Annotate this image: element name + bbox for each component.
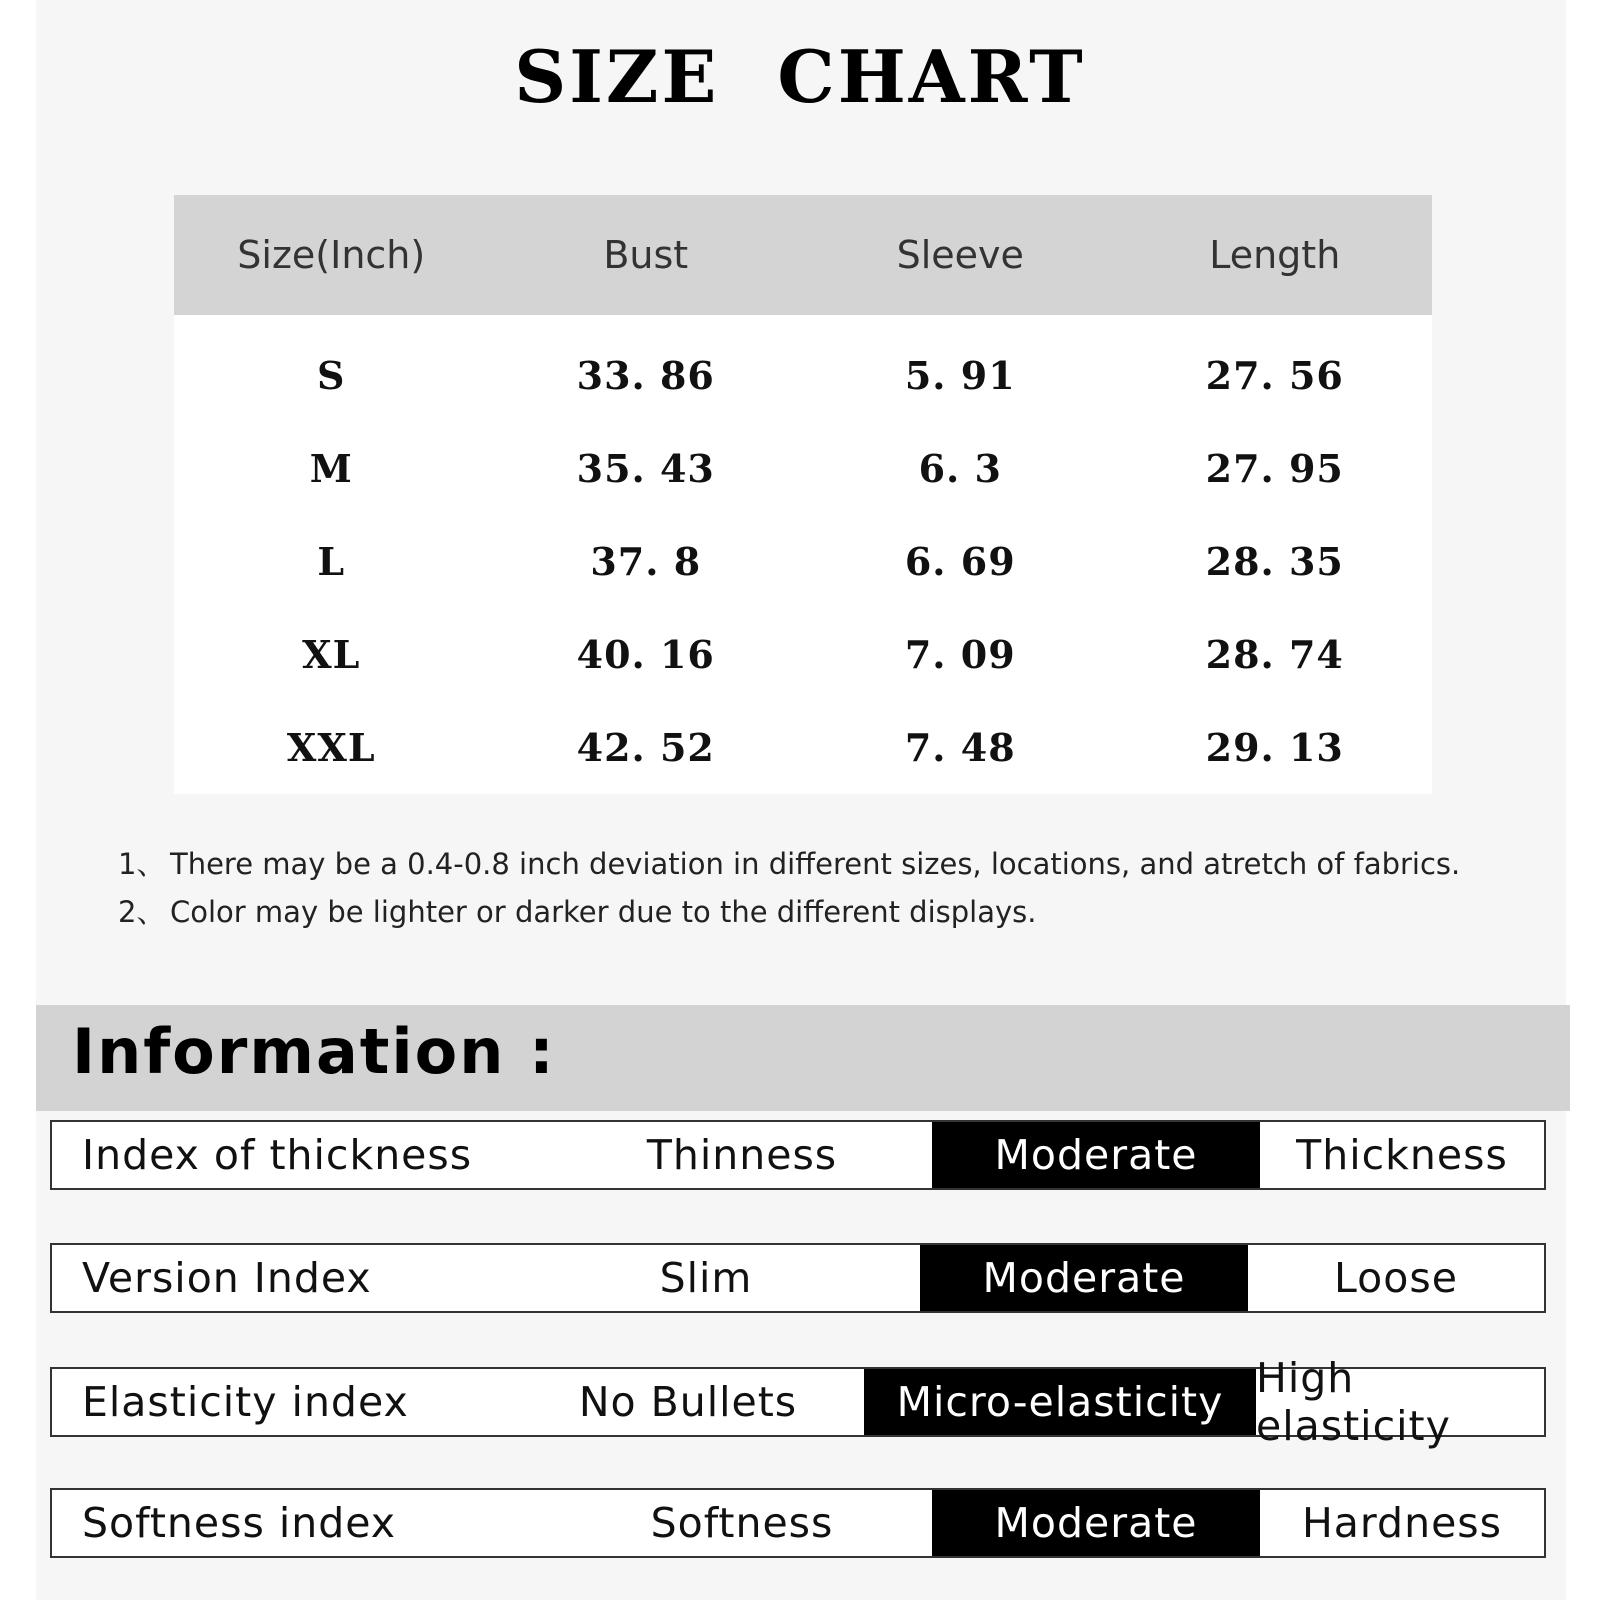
- info-row-thickness: [50, 1120, 1546, 1190]
- info-row-softness: [50, 1488, 1546, 1558]
- cell-bust: 33. 86: [576, 353, 715, 398]
- header-size: Size(Inch): [174, 195, 489, 315]
- info-option: Slim: [659, 1254, 753, 1302]
- cell-length: 27. 95: [1205, 446, 1344, 491]
- info-row-label: Version Index: [82, 1254, 372, 1302]
- info-option: Hardness: [1301, 1499, 1503, 1547]
- cell-bust: 37. 8: [590, 539, 702, 584]
- table-header-row: [174, 195, 1432, 315]
- note-item: [118, 840, 1460, 888]
- cell-size: S: [317, 353, 346, 398]
- info-option-selected: Micro-elasticity: [864, 1369, 1256, 1435]
- info-option: Softness: [650, 1499, 834, 1547]
- cell-size: M: [309, 446, 353, 491]
- note-number: 2、: [118, 895, 166, 929]
- table-row: [174, 701, 1432, 794]
- cell-size: XL: [302, 632, 361, 677]
- cell-length: 27. 56: [1205, 353, 1344, 398]
- size-table: [174, 195, 1432, 794]
- cell-bust: 40. 16: [576, 632, 715, 677]
- info-option: High elasticity: [1256, 1354, 1451, 1450]
- cell-sleeve: 7. 09: [904, 632, 1016, 677]
- cell-sleeve: 6. 3: [918, 446, 1002, 491]
- info-header-bar: [36, 1005, 1570, 1111]
- cell-length: 29. 13: [1205, 725, 1344, 770]
- note-text: Color may be lighter or darker due to the different displays.: [170, 895, 1037, 929]
- header-sleeve: Sleeve: [803, 195, 1118, 315]
- info-row-label: Softness index: [82, 1499, 397, 1547]
- info-row-label: Elasticity index: [82, 1378, 409, 1426]
- table-row: [174, 515, 1432, 608]
- cell-size: L: [317, 539, 346, 584]
- header-bust: Bust: [489, 195, 804, 315]
- note-text: There may be a 0.4-0.8 inch deviation in different sizes, locations, and atretch of fabrics.: [170, 847, 1461, 881]
- cell-sleeve: 5. 91: [904, 353, 1016, 398]
- cell-bust: 42. 52: [576, 725, 715, 770]
- info-option: Loose: [1334, 1254, 1458, 1302]
- notes: [118, 840, 1460, 936]
- info-option-selected: Moderate: [920, 1245, 1248, 1311]
- cell-size: XXL: [286, 725, 376, 770]
- info-option: No Bullets: [578, 1378, 798, 1426]
- info-option: Thinness: [646, 1131, 838, 1179]
- info-option-selected: Moderate: [932, 1490, 1260, 1556]
- note-item: [118, 888, 1460, 936]
- info-title: Information :: [72, 1015, 556, 1088]
- cell-length: 28. 74: [1205, 632, 1344, 677]
- page-title: SIZE CHART: [514, 34, 1086, 119]
- table-row: [174, 315, 1432, 422]
- cell-length: 28. 35: [1205, 539, 1344, 584]
- header-length: Length: [1118, 195, 1433, 315]
- cell-sleeve: 7. 48: [904, 725, 1016, 770]
- table-row: [174, 608, 1432, 701]
- info-option: Thickness: [1296, 1131, 1508, 1179]
- table-row: [174, 422, 1432, 515]
- info-row-elasticity: [50, 1354, 1546, 1450]
- cell-sleeve: 6. 69: [904, 539, 1016, 584]
- info-row-version: [50, 1243, 1546, 1313]
- cell-bust: 35. 43: [576, 446, 715, 491]
- info-row-label: Index of thickness: [82, 1131, 473, 1179]
- note-number: 1、: [118, 847, 166, 881]
- info-option-selected: Moderate: [932, 1122, 1260, 1188]
